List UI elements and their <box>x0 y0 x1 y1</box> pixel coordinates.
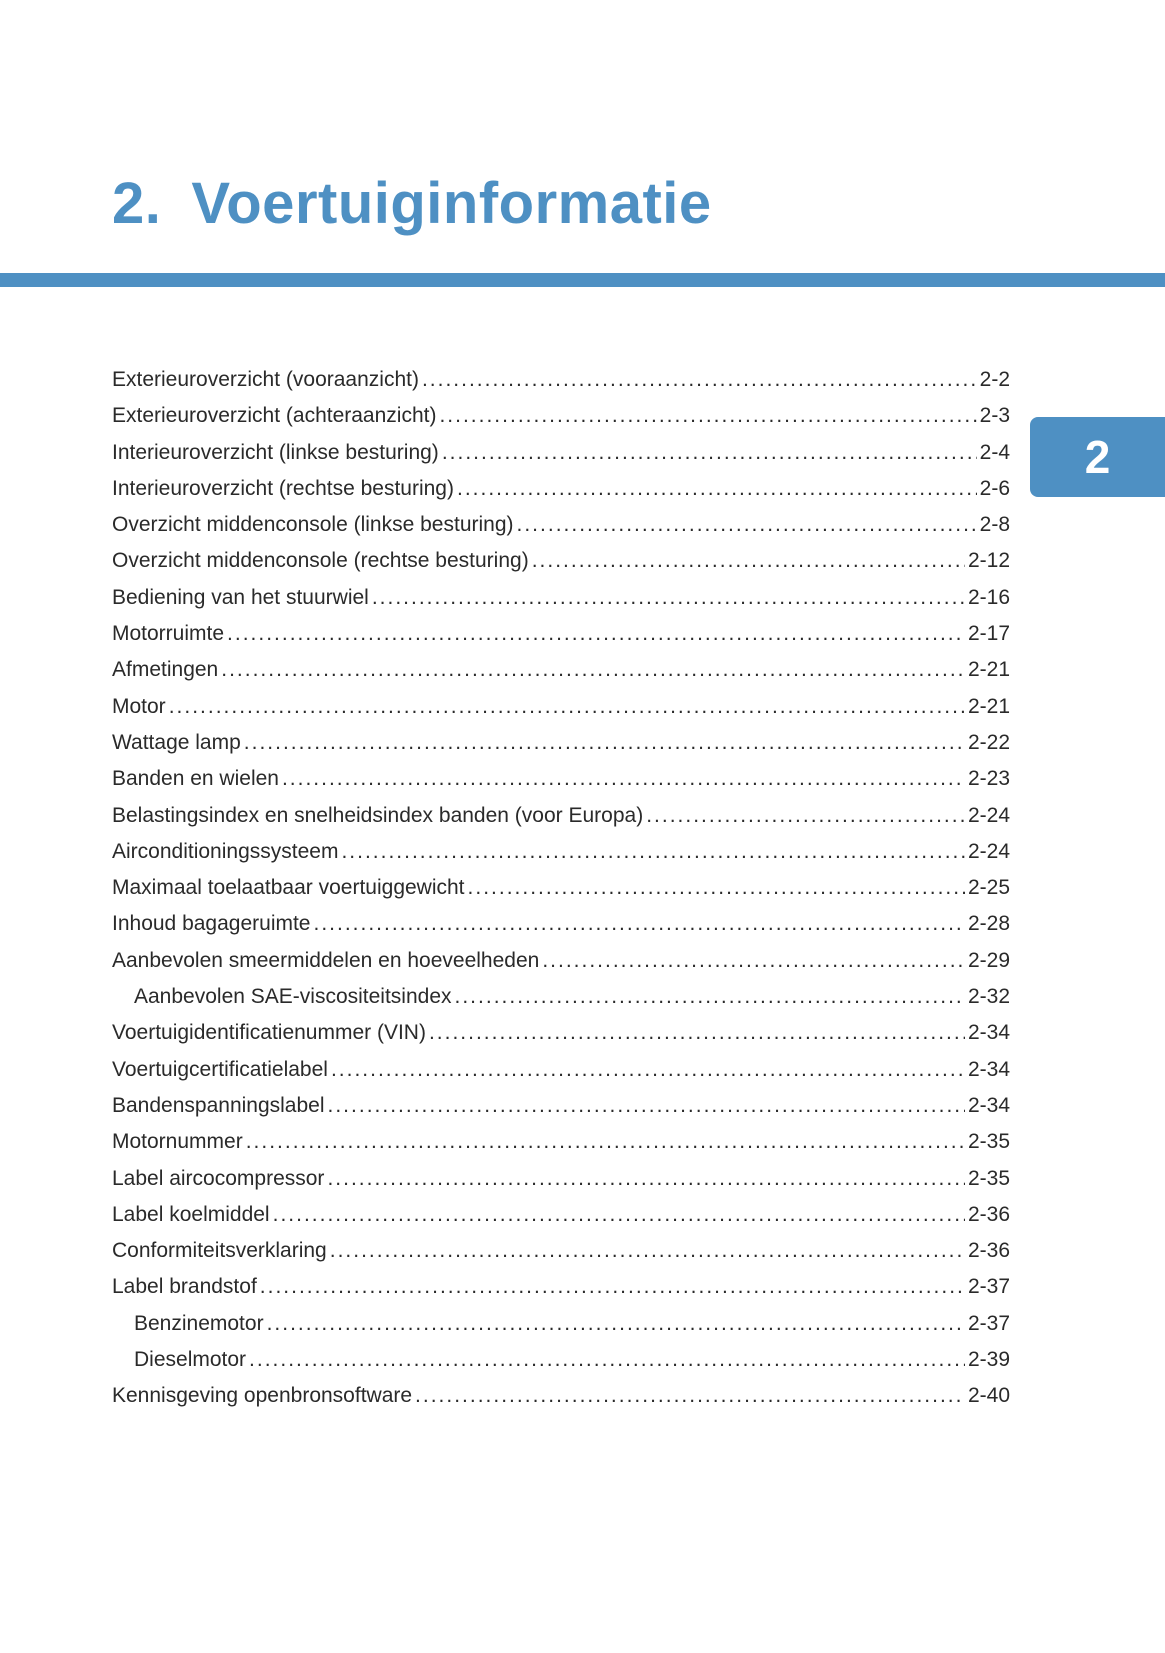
toc-entry-label: Conformiteitsverklaring <box>112 1239 327 1263</box>
dot-leader <box>415 1384 965 1408</box>
toc-page-number: 2-17 <box>967 622 1010 646</box>
toc-entry-label: Overzicht middenconsole (rechtse besturing) <box>112 549 529 573</box>
toc-page-number: 2-36 <box>967 1239 1010 1263</box>
table-of-contents <box>112 368 1010 1421</box>
toc-page-number: 2-6 <box>979 476 1010 500</box>
toc-page-number: 2-34 <box>967 1093 1010 1117</box>
toc-entry <box>112 441 1010 465</box>
toc-page-number: 2-34 <box>967 1057 1010 1081</box>
dot-leader <box>542 949 965 973</box>
toc-entry-label: Kennisgeving openbronsoftware <box>112 1384 413 1408</box>
toc-page-number: 2-36 <box>967 1202 1010 1226</box>
dot-leader <box>244 731 965 755</box>
dot-leader <box>328 1094 965 1118</box>
toc-entry-label: Afmetingen <box>112 658 219 682</box>
dot-leader <box>282 767 965 791</box>
toc-entry <box>112 1384 1010 1408</box>
toc-page-number: 2-3 <box>979 404 1010 428</box>
toc-entry-label: Voertuigcertificatielabel <box>112 1057 328 1081</box>
toc-entry <box>112 1348 1010 1372</box>
toc-page-number: 2-21 <box>967 658 1010 682</box>
toc-entry-label: Interieuroverzicht (rechtse besturing) <box>112 476 454 500</box>
toc-page-number: 2-28 <box>967 912 1010 936</box>
toc-entry <box>112 513 1010 537</box>
toc-entry-label: Wattage lamp <box>112 730 241 754</box>
dot-leader <box>457 477 977 501</box>
dot-leader <box>442 441 977 465</box>
toc-entry-label: Airconditioningssysteem <box>112 839 339 863</box>
toc-entry <box>112 404 1010 428</box>
toc-entry <box>112 1094 1010 1118</box>
toc-page-number: 2-16 <box>967 585 1010 609</box>
dot-leader <box>249 1348 965 1372</box>
toc-page-number: 2-8 <box>979 513 1010 537</box>
toc-entry <box>112 949 1010 973</box>
toc-entry <box>112 695 1010 719</box>
toc-entry-label: Voertuigidentificatienummer (VIN) <box>112 1021 426 1045</box>
toc-entry-label: Aanbevolen smeermiddelen en hoeveelheden <box>112 948 540 972</box>
toc-page-number: 2-32 <box>967 985 1010 1009</box>
dot-leader <box>646 804 965 828</box>
toc-entry <box>112 1021 1010 1045</box>
toc-entry <box>112 1275 1010 1299</box>
toc-entry-label: Overzicht middenconsole (linkse besturing) <box>112 513 514 537</box>
dot-leader <box>314 912 965 936</box>
toc-page-number: 2-25 <box>967 876 1010 900</box>
page-title-row <box>112 170 712 237</box>
toc-entry <box>112 1130 1010 1154</box>
dot-leader <box>341 840 965 864</box>
toc-entry-label: Inhoud bagageruimte <box>112 912 311 936</box>
toc-page-number: 2-29 <box>967 948 1010 972</box>
toc-entry <box>112 1203 1010 1227</box>
dot-leader <box>221 658 965 682</box>
dot-leader <box>439 404 976 428</box>
toc-entry-label: Interieuroverzicht (linkse besturing) <box>112 440 439 464</box>
dot-leader <box>227 622 965 646</box>
toc-page-number: 2-23 <box>967 767 1010 791</box>
toc-entry <box>112 477 1010 501</box>
toc-page-number: 2-37 <box>967 1275 1010 1299</box>
toc-entry <box>112 1312 1010 1336</box>
dot-leader <box>327 1167 965 1191</box>
toc-entry-label: Motor <box>112 694 166 718</box>
toc-entry <box>112 876 1010 900</box>
dot-leader <box>330 1239 965 1263</box>
dot-leader <box>455 985 965 1009</box>
toc-entry-label: Dieselmotor <box>134 1348 247 1372</box>
dot-leader <box>372 586 965 610</box>
toc-page-number: 2-4 <box>979 440 1010 464</box>
toc-entry-label: Maximaal toelaatbaar voertuiggewicht <box>112 876 465 900</box>
chapter-number: 2. <box>112 171 162 236</box>
toc-entry <box>112 804 1010 828</box>
dot-leader <box>246 1130 965 1154</box>
toc-entry <box>112 912 1010 936</box>
chapter-tab <box>1030 417 1165 497</box>
toc-page-number: 2-12 <box>967 549 1010 573</box>
dot-leader <box>468 876 965 900</box>
toc-entry <box>112 622 1010 646</box>
dot-leader <box>331 1058 965 1082</box>
toc-entry-label: Label koelmiddel <box>112 1202 270 1226</box>
section-divider <box>0 273 1165 287</box>
toc-page-number: 2-2 <box>979 368 1010 391</box>
toc-entry-label: Banden en wielen <box>112 767 279 791</box>
toc-entry-label: Bandenspanningslabel <box>112 1093 325 1117</box>
dot-leader <box>422 368 977 392</box>
toc-entry-label: Aanbevolen SAE-viscositeitsindex <box>134 985 452 1009</box>
toc-entry-label: Label brandstof <box>112 1275 257 1299</box>
toc-entry-label: Exterieuroverzicht (achteraanzicht) <box>112 404 437 428</box>
toc-entry <box>112 368 1010 392</box>
toc-entry <box>112 731 1010 755</box>
dot-leader <box>273 1203 965 1227</box>
dot-leader <box>517 513 977 537</box>
toc-entry-label: Exterieuroverzicht (vooraanzicht) <box>112 368 419 391</box>
toc-entry <box>112 1239 1010 1263</box>
toc-entry <box>112 1167 1010 1191</box>
toc-entry <box>112 586 1010 610</box>
toc-page-number: 2-24 <box>967 803 1010 827</box>
toc-page-number: 2-39 <box>967 1348 1010 1372</box>
dot-leader <box>169 695 965 719</box>
toc-page-number: 2-40 <box>967 1384 1010 1408</box>
toc-entry <box>112 658 1010 682</box>
dot-leader <box>532 549 965 573</box>
toc-entry <box>112 985 1010 1009</box>
toc-entry-label: Motorruimte <box>112 622 225 646</box>
page-title: Voertuiginformatie <box>191 171 712 236</box>
toc-entry <box>112 549 1010 573</box>
dot-leader <box>267 1312 965 1336</box>
toc-page-number: 2-35 <box>967 1166 1010 1190</box>
toc-page-number: 2-22 <box>967 730 1010 754</box>
toc-entry-label: Belastingsindex en snelheidsindex banden (voor Europa) <box>112 803 644 827</box>
toc-page-number: 2-24 <box>967 839 1010 863</box>
toc-entry <box>112 1058 1010 1082</box>
toc-entry-label: Benzinemotor <box>134 1311 264 1335</box>
toc-entry-label: Motornummer <box>112 1130 243 1154</box>
dot-leader <box>429 1021 965 1045</box>
dot-leader <box>260 1275 965 1299</box>
toc-entry-label: Bediening van het stuurwiel <box>112 585 369 609</box>
toc-page-number: 2-35 <box>967 1130 1010 1154</box>
chapter-tab-label: 2 <box>1084 431 1111 483</box>
toc-page-number: 2-34 <box>967 1021 1010 1045</box>
toc-page-number: 2-37 <box>967 1311 1010 1335</box>
toc-entry-label: Label aircocompressor <box>112 1166 325 1190</box>
toc-entry <box>112 767 1010 791</box>
toc-page-number: 2-21 <box>967 694 1010 718</box>
toc-entry <box>112 840 1010 864</box>
